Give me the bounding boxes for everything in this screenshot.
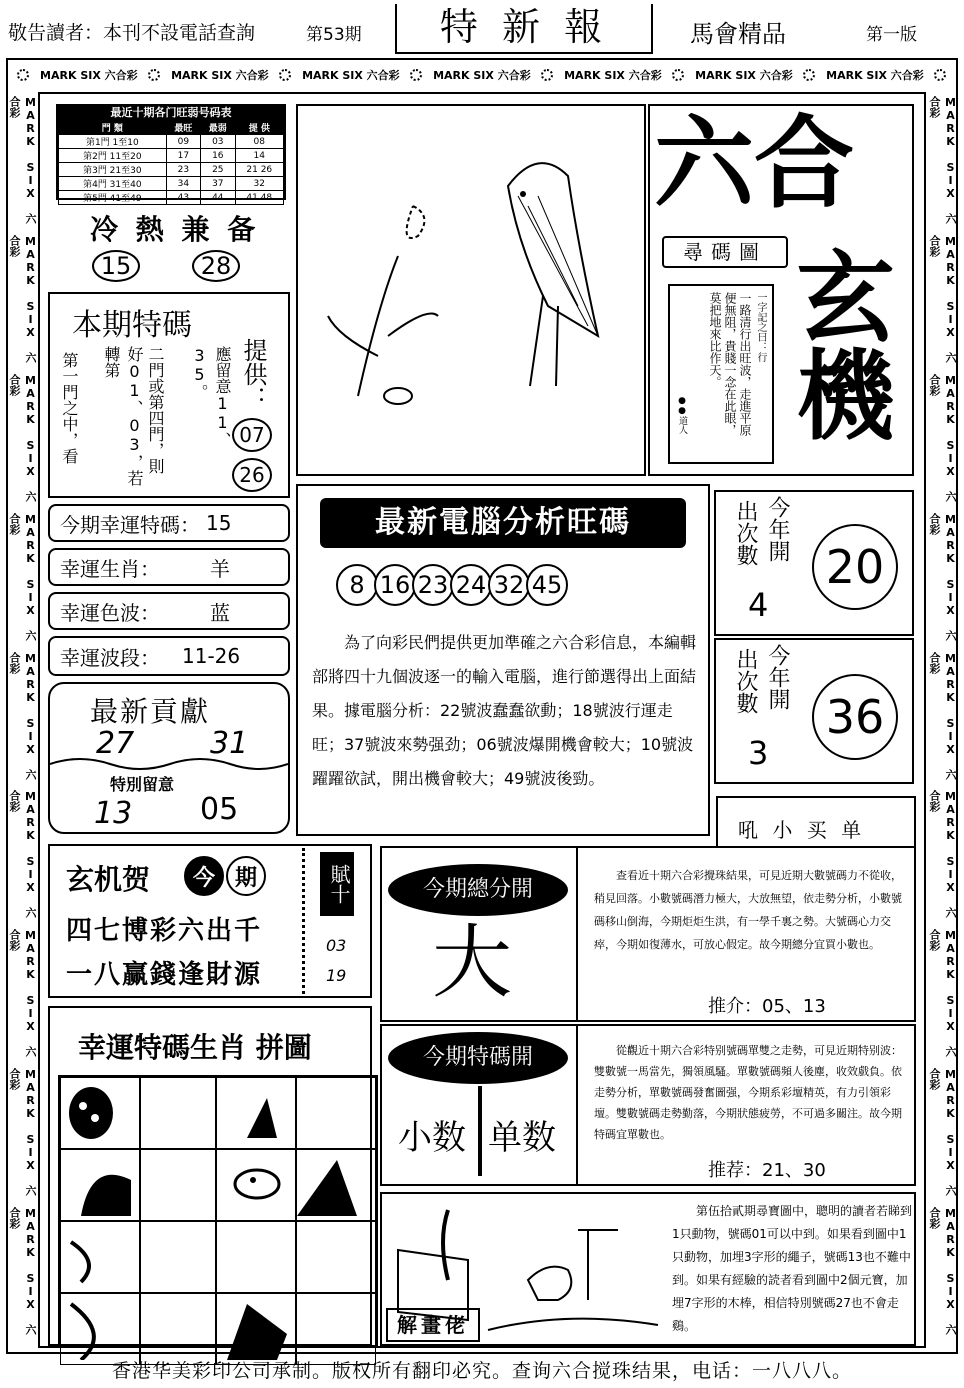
special-open-recommend: 推荐：21、30 (708, 1160, 826, 1181)
rank-col-header: 門 類 (59, 121, 167, 135)
special-code-col1: 第一門之中，看 (60, 352, 79, 464)
provide-number: 07 (232, 418, 272, 452)
top-banner (12, 62, 952, 88)
contribution-box (48, 682, 290, 834)
xuanji-badge: 今 (184, 856, 224, 896)
contribution-number: 31 (210, 726, 249, 761)
rank-col-header: 最弱 (201, 121, 235, 135)
riddle-text: 第伍拾貳期尋寶圖中，聰明的讀者若睇到1只動物，號碼01可以中到。如果看到圖中1只動物，加埋3字形的繩子，號碼13也不難中到。如果有經驗的読者看到圖中2個元寶，加埋7字形的木棒，相信特別號碼27也不會走鷄。 (672, 1204, 913, 1333)
total-divider (576, 848, 578, 1020)
banner-label: MARK SIX 六合彩 (695, 69, 793, 82)
stat-label: 今年開 (765, 644, 790, 710)
ball: 16 (374, 564, 416, 606)
xuanji-side-number: 03 (326, 936, 347, 955)
analysis-balls (338, 564, 566, 606)
banner-label: MARK SIX 六合彩 (928, 96, 957, 224)
puzzle-tile (140, 1293, 216, 1365)
rank-cell: 41 48 (235, 191, 283, 205)
horn-icon (61, 1150, 139, 1216)
banner-label: MARK SIX 六合彩 (433, 69, 531, 82)
puzzle-tile (216, 1221, 296, 1293)
flower-icon (541, 69, 553, 81)
banner-label: MARK SIX 六合彩 (8, 651, 37, 780)
xuanji-side-label: 賦十 (320, 852, 354, 916)
puzzle-tile (296, 1149, 376, 1221)
right-banner (928, 96, 957, 1346)
lucky-color-row (48, 592, 290, 630)
lucky-zodiac-label: 幸運生肖： (60, 556, 160, 581)
total-label: 今期總分開 (388, 864, 568, 916)
total-recommend: 推介：05、13 (708, 996, 826, 1017)
banner-label: MARK SIX 六合彩 (302, 69, 400, 82)
total-text: 查看近十期六合彩攪珠結果，可見近期大數號碼力不從收，稍見回落。小數號碼潛力極大，大放無望，依走勢分析，小數號碼移山倒海，今期炬炬生洪，有一學千裏之勢。大號碼心力交瘁，今期如復薄水，可放心假定。故今期總分宜買小數也。 (594, 869, 902, 951)
logo-title-top: 六合 (654, 104, 854, 222)
puzzle-tile (60, 1149, 140, 1221)
scroll-sign: ●●道人 (677, 396, 687, 434)
rank-cell: 第5門 41至49 (59, 191, 167, 205)
banner-label: MARK SIX 六合彩 (40, 69, 138, 82)
banner-label: MARK SIX 六合彩 (8, 373, 37, 502)
rank-cell: 37 (201, 177, 235, 191)
riddle-box (380, 1192, 916, 1346)
banner-label: MARK SIX 六合彩 (928, 234, 957, 363)
header (0, 0, 964, 56)
special-open-value: 单数 (488, 1118, 556, 1158)
header-edition: 第一版 (866, 25, 917, 45)
rank-cell: 第4門 31至40 (59, 177, 167, 191)
puzzle-tile (140, 1077, 216, 1149)
banner-label: MARK SIX 六合彩 (928, 1207, 957, 1336)
special-open-text: 從觀近十期六合彩特别號碼單雙之走勢，可見近期特别波：雙數號一馬當先，獨領風騷。單數號碼頻人後塵，收效戲負。依走勢分析，單數號碼發奮圖强，今期系彩壇精英，有力引領彩壇。雙數號碼走勢勤落，今期狀態疲勞，不可過多關注。故今期特碼宜單數也。 (594, 1044, 902, 1141)
page-title: 特 新 報 (439, 5, 609, 49)
contribution-number: 13 (94, 796, 133, 831)
rank-cell: 03 (201, 135, 235, 149)
special-code-col4: 應留意11、35。 (190, 346, 232, 448)
animal-head-icon (217, 1078, 295, 1144)
ball: 32 (488, 564, 530, 606)
ball: 45 (526, 564, 568, 606)
rank-cell: 34 (166, 177, 200, 191)
puzzle-tile (140, 1149, 216, 1221)
leopard-icon (61, 1078, 139, 1144)
stat-number: 20 (812, 524, 898, 610)
goat-icon (217, 1150, 295, 1216)
banner-label: MARK SIX 六合彩 (8, 234, 37, 363)
puzzle-title: 幸運特碼生肖 拼圖 (78, 1031, 312, 1064)
flower-icon (17, 69, 29, 81)
special-open-value: 小数 (398, 1118, 466, 1158)
flower-icon (410, 69, 422, 81)
cold-hot-title: 冷 熱 兼 备 (90, 213, 260, 246)
puzzle-tile (140, 1221, 216, 1293)
lucky-zodiac-row (48, 548, 290, 586)
puzzle-tile (296, 1293, 376, 1365)
paw-icon (217, 1294, 295, 1360)
special-open-bar (478, 1086, 482, 1176)
puzzle-grid (58, 1075, 378, 1347)
lucky-code-row (48, 504, 290, 542)
hot-number: 28 (192, 250, 240, 282)
bird-picture (296, 104, 646, 476)
puzzle-tile (296, 1077, 376, 1149)
tail-icon (61, 1222, 139, 1288)
lucky-color-value: 蓝 (210, 600, 230, 625)
flower-icon (803, 69, 815, 81)
provide-number: 26 (232, 458, 272, 492)
rank-cell: 25 (201, 163, 235, 177)
ball: 24 (450, 564, 492, 606)
banner-label: MARK SIX 六合彩 (8, 1207, 37, 1336)
banner-label: MARK SIX 六合彩 (928, 651, 957, 780)
scroll (668, 284, 774, 464)
analysis-text: 為了向彩民們提供更加準確之六合彩信息，本編輯部將四十九個波逐一的輸入電腦，進行節選得出上面結果。據電腦分析：22號波蠢蠢欲動；18號波行運走旺；37號波來勢强劲；06號波爆開機會較大；10號波躍躍欲試，開出機會較大；49號波後勁。 (312, 633, 697, 788)
header-issue: 第53期 (306, 25, 362, 45)
provide-label: 提供： (239, 338, 267, 410)
analysis-title: 最新電腦分析旺碼 (320, 498, 686, 548)
footer: 香港华美彩印公司承制。版权所有翻印必究。查询六合搅珠结果，电话：一八八八。 (111, 1360, 852, 1382)
ball: 8 (336, 564, 378, 606)
rank-cell: 44 (201, 191, 235, 205)
contribution-title: 最新貢獻 (90, 695, 211, 728)
rank-cell: 14 (235, 149, 283, 163)
banner-label: MARK SIX 六合彩 (928, 373, 957, 502)
special-code-col2: 好01、03，若轉第 (102, 346, 144, 486)
rank-col-header: 提 供 (235, 121, 283, 135)
scroll-title: 一字記之曰：行 (755, 292, 766, 362)
lucky-code-value: 15 (206, 511, 232, 535)
rank-table-box (56, 104, 286, 204)
wave-divider (50, 754, 288, 774)
table-row (59, 177, 284, 191)
banner-label: MARK SIX 六合彩 (8, 1068, 37, 1197)
snout-icon (61, 1294, 139, 1360)
banner-label: MARK SIX 六合彩 (564, 69, 662, 82)
rank-cell: 17 (166, 149, 200, 163)
table-row (59, 149, 284, 163)
scroll-label: 尋碼圖 (662, 236, 788, 268)
rank-cell: 第3門 21至30 (59, 163, 167, 177)
rank-cell: 32 (235, 177, 283, 191)
banner-label: MARK SIX 六合彩 (8, 790, 37, 919)
xuanji-box (48, 844, 372, 998)
puzzle-tile (60, 1293, 140, 1365)
rank-cell: 21 26 (235, 163, 283, 177)
stat-number: 36 (812, 674, 898, 760)
puzzle-tile (60, 1077, 140, 1149)
special-open-divider (576, 1026, 578, 1184)
xuanji-line1: 四七博彩六出千 (66, 916, 263, 946)
analysis-box (296, 484, 710, 836)
total-box (380, 846, 916, 1022)
special-open-label: 今期特碼開 (388, 1032, 568, 1084)
table-row (59, 135, 284, 149)
lucky-code-label: 今期幸運特碼： (60, 512, 200, 537)
rank-col-header: 最旺 (166, 121, 200, 135)
xuanji-badge: 期 (226, 856, 266, 896)
riddle-label: 解畫佬 (386, 1308, 480, 1342)
flower-icon (148, 69, 160, 81)
rank-cell: 第1門 1至10 (59, 135, 167, 149)
banner-label: MARK SIX 六合彩 (171, 69, 269, 82)
lucky-range-label: 幸運波段： (60, 645, 160, 670)
banner-label: MARK SIX 六合彩 (8, 512, 37, 641)
lucky-zodiac-value: 羊 (210, 556, 230, 581)
rank-cell: 23 (166, 163, 200, 177)
rank-table (58, 120, 284, 205)
stat-count: 4 (748, 586, 769, 624)
table-row (59, 191, 284, 205)
special-code-box (48, 292, 290, 498)
contribution-number: 05 (200, 792, 239, 827)
puzzle-tile (216, 1293, 296, 1365)
rank-cell: 第2門 11至20 (59, 149, 167, 163)
xuanji-divider (302, 848, 305, 994)
stat-count: 3 (748, 734, 769, 772)
header-subtitle: 馬會精品 (690, 20, 786, 48)
banner-label: MARK SIX 六合彩 (8, 96, 37, 224)
lucky-color-label: 幸運色波： (60, 600, 160, 625)
banner-label: MARK SIX 六合彩 (826, 69, 924, 82)
total-value: 大 (432, 916, 512, 1009)
banner-label: MARK SIX 六合彩 (928, 790, 957, 919)
body-icon (297, 1150, 375, 1216)
puzzle-tile (216, 1077, 296, 1149)
rank-cell: 09 (166, 135, 200, 149)
ball: 23 (412, 564, 454, 606)
table-row (59, 163, 284, 177)
special-code-title: 本期特碼 (72, 308, 192, 343)
xuanji-prefix: 玄机贺 (66, 863, 151, 896)
title-box (395, 4, 653, 54)
banner-label: MARK SIX 六合彩 (8, 929, 37, 1058)
puzzle-tile (216, 1149, 296, 1221)
left-banner (8, 96, 37, 1346)
puzzle-tile (60, 1221, 140, 1293)
stat-label: 今年開 (765, 496, 790, 562)
scroll-text: 一路清行出旺波，走進平原便無阻，貴賤一念在此眼，莫把地來比作天。 (708, 292, 752, 436)
special-code-col3: 二門或第四門，則 (146, 346, 165, 474)
buy-title: 吼 小 买 单 (738, 818, 866, 842)
banner-label: MARK SIX 六合彩 (928, 929, 957, 1058)
buy-box (716, 796, 916, 848)
lucky-range-value: 11-26 (182, 644, 241, 668)
contribution-number: 27 (96, 726, 135, 761)
puzzle-tile (296, 1221, 376, 1293)
stat-box-1 (714, 490, 914, 636)
rank-cell: 16 (201, 149, 235, 163)
special-label: 特別留意 (110, 775, 175, 794)
logo-box (648, 104, 914, 476)
xuanji-line2: 一八赢錢逢財源 (66, 960, 263, 990)
rank-cell: 43 (166, 191, 200, 205)
xuanji-side-number: 19 (326, 966, 347, 985)
flower-icon (934, 69, 946, 81)
cold-number: 15 (92, 250, 140, 282)
cold-hot-numbers (92, 250, 240, 282)
rank-cell: 08 (235, 135, 283, 149)
stat-label: 出次數 (733, 500, 758, 566)
logo-title-bottom: 玄機 (780, 246, 895, 442)
special-open-box (380, 1024, 916, 1186)
banner-label: MARK SIX 六合彩 (928, 1068, 957, 1197)
stat-label: 出次數 (733, 648, 758, 714)
flower-icon (672, 69, 684, 81)
lucky-range-row (48, 636, 290, 676)
bird-illustration (298, 106, 644, 474)
stat-box-2 (714, 638, 914, 784)
banner-label: MARK SIX 六合彩 (928, 512, 957, 641)
flower-icon (279, 69, 291, 81)
header-notice: 敬告讀者：本刊不設電話查詢 (8, 22, 256, 44)
rank-table-title: 最近十期各门旺弱号码表 (58, 106, 284, 120)
